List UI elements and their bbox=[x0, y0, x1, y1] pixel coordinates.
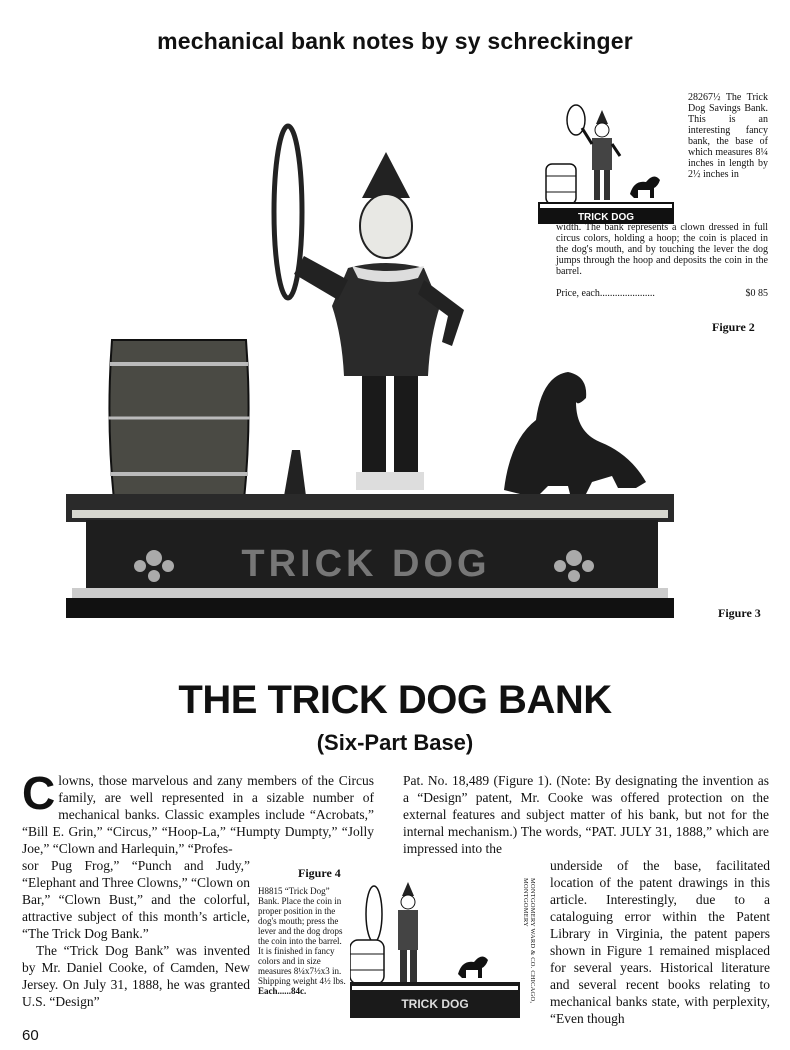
figure-4-catalog-clipping bbox=[258, 866, 540, 1024]
page-number: 60 bbox=[22, 1027, 39, 1044]
figure-3-base-label: TRICK DOG bbox=[241, 543, 491, 585]
page-header: mechanical bank notes by sy schreckinger bbox=[157, 28, 633, 54]
article-intro-text: lowns, those marvelous and zany members of the Circus family, are well represented in a sizable number of mechanical banks. Classic examples include “Acrobats,” “Bill E. Grin,” “Circus,” “Hoop-La,” “Humpty Dumpty,” “Jolly Joe,” “Clown and Harlequin,” “Profes- bbox=[22, 773, 374, 856]
article-column-1-intro bbox=[22, 767, 374, 857]
article-subtitle: (Six-Part Base) bbox=[316, 730, 474, 755]
figure-4-bank-drawing bbox=[350, 874, 520, 1024]
figure-2-blurb: width. The bank represents a clown dressed in full circus colors, holding a hoop; the coin is placed in the dog's mouth, and by touching the lever the dog jumps through the hoop and deposits the coin in the barrel. bbox=[556, 222, 768, 277]
figure-4-blurb-block bbox=[258, 886, 346, 996]
figure-4-base-label: TRICK DOG bbox=[401, 997, 469, 1011]
article-paragraph-2: The “Trick Dog Bank” was invented by Mr. Daniel Cooke, of Camden, New Jersey. On July 31, 1888, he was granted U.S. “Design” bbox=[22, 943, 250, 1009]
figure-4-price: Each......84c. bbox=[258, 986, 307, 996]
figure-2-blurb-right: 28267½ The Trick Dog Savings Bank. This is an interesting fancy bank, the base of which measures 8¼ inches in length by 2½ inches in bbox=[688, 92, 768, 180]
figure-3-caption: Figure 3 bbox=[718, 606, 761, 620]
figure-3-bank-photo bbox=[66, 118, 678, 628]
drop-cap: C bbox=[22, 767, 56, 819]
figure-2-caption: Figure 2 bbox=[712, 320, 755, 334]
article-narrow-text: sor Pug Frog,” “Punch and Judy,” “Elephant and Three Clowns,” “Clown on Bar,” “Clown Bust,” and the colorful, attractive subject of this month’s article, “The Trick Dog Bank.” bbox=[22, 858, 250, 941]
article-column-1-narrow bbox=[22, 857, 250, 1010]
figure-4-side-text: MONTGOMERY WARD & CO. CHICAGO, MONTGOMERY bbox=[522, 878, 536, 1004]
figure-2-price-label: Price, each...................... bbox=[556, 288, 655, 299]
figure-2-base-label: TRICK DOG bbox=[577, 212, 635, 223]
figure-4-caption: Figure 4 bbox=[298, 866, 341, 880]
article-column-2-top: Pat. No. 18,489 (Figure 1). (Note: By designating the invention as a “Design” patent, Mr. Cooke was offered protection on the external features and subject matter of his bank, but not for the internal mechanism.) The words, “PAT. JULY 31, 1888,” which are impressed into the bbox=[403, 773, 769, 856]
figure-4-blurb: H8815 “Trick Dog” Bank. Place the coin in proper position in the dog's mouth; press the lever and the dog drops the coin into the barrel. It is finished in fancy colors and in size measures 8¼x7½x3 in. Shipping weight 4½ lbs. bbox=[258, 886, 346, 986]
article-title: THE TRICK DOG BANK bbox=[178, 678, 612, 722]
figure-2-price-value: $0 85 bbox=[745, 288, 768, 299]
article-column-2-narrow: underside of the base, facilitated location of the patent drawings in this article. Interestingly, due to a cataloguing error within the Patent Library in Virginia, the patent papers shown in Figure 1 remained misplaced for several years. Historical literature and several recent books relating to mechanical banks state, with perplexity, “Even though bbox=[550, 858, 770, 1026]
